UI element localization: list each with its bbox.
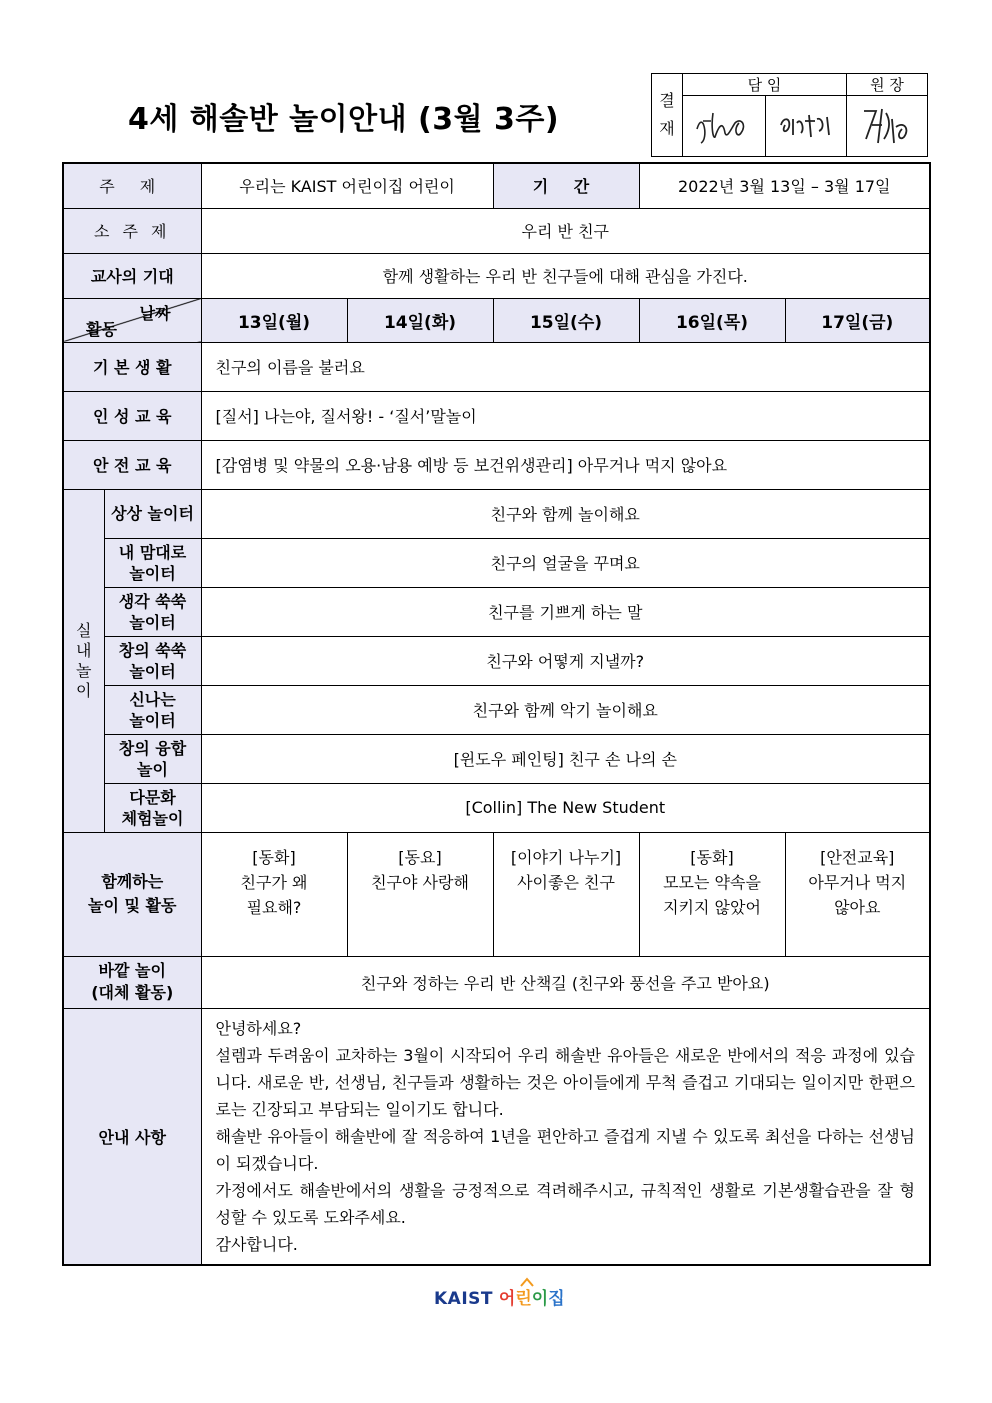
- notice-row: [63, 1008, 930, 1265]
- logo-char: 이: [531, 1289, 549, 1309]
- day-header: 15일(수): [493, 298, 639, 342]
- indoor-row: [63, 489, 930, 538]
- indoor-area-name: 상상 놀이터: [104, 489, 201, 538]
- notice-paragraph: 가정에서도 해솔반에서의 생활을 긍정적으로 격려해주시고, 규칙적인 생활로 기본생활습관을 잘 형성할 수 있도록 도와주세요.: [215, 1180, 916, 1227]
- period-label: 기 간: [493, 163, 639, 208]
- basic-row: [63, 342, 930, 391]
- safety-value: [감염병 및 약물의 오용·남용 예방 등 보건위생관리] 아무거나 먹지 않아요: [201, 440, 930, 489]
- director-signature: [847, 96, 928, 157]
- outdoor-row: [63, 956, 930, 1008]
- indoor-area-name: 내 맘대로 놀이터: [104, 538, 201, 587]
- corner-date-label: 날짜: [139, 303, 171, 323]
- signature-icon: [852, 99, 922, 149]
- logo-kaist-text: KAIST: [434, 1289, 493, 1309]
- notice-paragraph: 해솔반 유아들이 해솔반에 잘 적응하여 1년을 편안하고 즐겁게 지낼 수 있도록 최선을 다하는 선생님이 되겠습니다.: [215, 1126, 916, 1173]
- subtopic-row: [63, 208, 930, 253]
- notice-paragraph: 안녕하세요?: [215, 1018, 302, 1038]
- approval-label-bottom: 재: [659, 119, 675, 138]
- notice-paragraph: 감사합니다.: [215, 1234, 298, 1254]
- house-roof-icon: [520, 1277, 534, 1287]
- indoor-area-name: 생각 쑥쑥 놀이터: [104, 587, 201, 636]
- safety-row: [63, 440, 930, 489]
- expect-label: 교사의 기대: [63, 253, 201, 298]
- day-header: 17일(금): [785, 298, 930, 342]
- teacher-signature-2: [766, 96, 847, 157]
- indoor-area-value: 친구를 기쁘게 하는 말: [201, 587, 930, 636]
- subtopic-value: 우리 반 친구: [201, 208, 930, 253]
- topic-value: 우리는 KAIST 어린이집 어린이: [201, 163, 493, 208]
- together-row: [63, 832, 930, 956]
- indoor-label: 실 내 놀 이: [63, 489, 104, 832]
- indoor-area-value: [Collin] The New Student: [201, 783, 930, 832]
- character-value: [질서] 나는야, 질서왕! - ‘질서’말놀이: [201, 391, 930, 440]
- approval-label-top: 결: [659, 91, 675, 110]
- logo-char: 어: [498, 1289, 516, 1309]
- day-header-row: [63, 298, 930, 342]
- character-row: [63, 391, 930, 440]
- indoor-area-value: 친구와 함께 놀이해요: [201, 489, 930, 538]
- character-label: 인 성 교 육: [63, 391, 201, 440]
- together-cell: [동화] 모모는 약속을 지키지 않았어: [639, 832, 785, 956]
- day-header: 14일(화): [347, 298, 493, 342]
- together-cell: [이야기 나누기] 사이좋은 친구: [493, 832, 639, 956]
- notice-paragraph: 설렘과 두려움이 교차하는 3월이 시작되어 우리 해솔반 유아들은 새로운 반에서의 적응 과정에 있습니다. 새로운 반, 선생님, 친구들과 생활하는 것은 아이들에게 무척 즐겁고 기대되는 일이지만 한편으로는 긴장되고 부담되는 일이기도 합니다.: [215, 1045, 916, 1119]
- outdoor-value: 친구와 정하는 우리 반 산책길 (친구와 풍선을 주고 받아요): [201, 956, 930, 1008]
- indoor-row: [63, 636, 930, 685]
- safety-label: 안 전 교 육: [63, 440, 201, 489]
- together-cell: [동화] 친구가 왜 필요해?: [201, 832, 347, 956]
- basic-value: 친구의 이름을 불러요: [201, 342, 930, 391]
- indoor-row: [63, 685, 930, 734]
- page-title: 4세 해솔반 놀이안내 (3월 3주): [128, 102, 560, 137]
- together-cell: [안전교육] 아무거나 먹지 않아요: [785, 832, 930, 956]
- logo-char: 집: [548, 1289, 565, 1309]
- indoor-area-value: 친구와 함께 악기 놀이해요: [201, 685, 930, 734]
- notice-body: [201, 1008, 930, 1265]
- subtopic-label: 소 주 제: [63, 208, 201, 253]
- expect-row: [63, 253, 930, 298]
- indoor-area-name: 신나는 놀이터: [104, 685, 201, 734]
- logo-char: 린: [515, 1289, 532, 1309]
- corner-activity-label: 활동: [86, 319, 117, 339]
- kaist-daycare-logo: [434, 1284, 565, 1309]
- approval-label: [652, 74, 683, 157]
- teacher-signature-1: [683, 96, 766, 157]
- indoor-area-value: 친구의 얼굴을 꾸며요: [201, 538, 930, 587]
- director-header: 원 장: [847, 74, 928, 96]
- indoor-area-name: 다문화 체험놀이: [104, 783, 201, 832]
- indoor-area-value: [윈도우 페인팅] 친구 손 나의 손: [201, 734, 930, 783]
- topic-row: [63, 163, 930, 208]
- together-label: 함께하는 놀이 및 활동: [63, 832, 201, 956]
- indoor-row: [63, 587, 930, 636]
- day-header: 16일(목): [639, 298, 785, 342]
- teacher-header: 담 임: [683, 74, 847, 96]
- expect-value: 함께 생활하는 우리 반 친구들에 대해 관심을 가진다.: [201, 253, 930, 298]
- signature-icon: [689, 99, 759, 149]
- notice-label: 안내 사항: [63, 1008, 201, 1265]
- indoor-area-value: 친구와 어떻게 지낼까?: [201, 636, 930, 685]
- indoor-area-name: 창의 융합 놀이: [104, 734, 201, 783]
- day-activity-corner: [63, 298, 201, 342]
- indoor-area-name: 창의 쑥쑥 놀이터: [104, 636, 201, 685]
- signature-icon: [771, 99, 841, 149]
- basic-label: 기 본 생 활: [63, 342, 201, 391]
- play-plan-table: [62, 162, 931, 1266]
- day-header: 13일(월): [201, 298, 347, 342]
- outdoor-label: 바깥 놀이 (대체 활동): [63, 956, 201, 1008]
- topic-label: 주 제: [63, 163, 201, 208]
- period-value: 2022년 3월 13일 – 3월 17일: [639, 163, 930, 208]
- indoor-row: [63, 538, 930, 587]
- indoor-row: [63, 734, 930, 783]
- indoor-row: [63, 783, 930, 832]
- together-cell: [동요] 친구야 사랑해: [347, 832, 493, 956]
- approval-box: [651, 73, 928, 157]
